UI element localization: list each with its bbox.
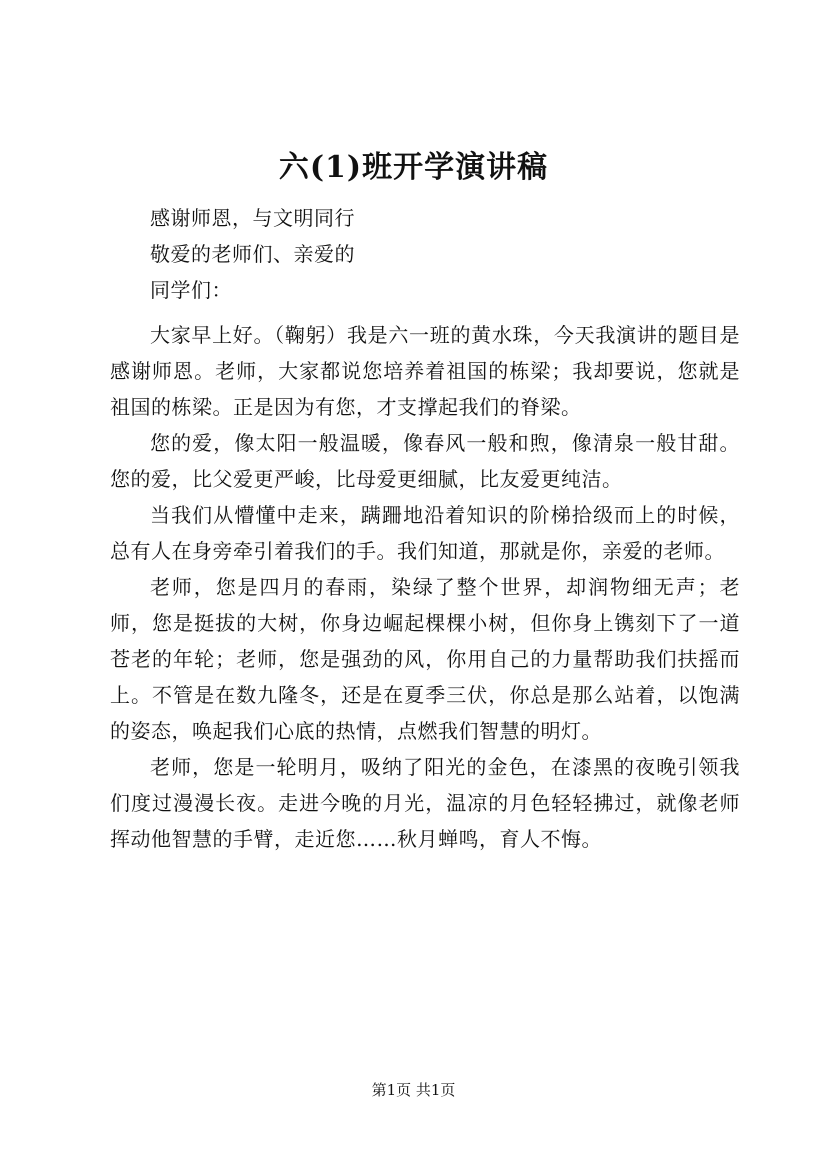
paragraph-greeting-line-1: 敬爱的老师们、亲爱的 <box>150 242 355 266</box>
paragraph-introduction: 大家早上好。（鞠躬）我是六一班的黄水珠，今天我演讲的题目是感谢师恩。老师，大家都说您培养着祖国的栋梁；我却要说，您就是祖国的栋梁。正是因为有您，才支撑起我们的脊梁。 <box>110 323 740 419</box>
page-number-footer: 第1页 共1页 <box>371 1081 456 1099</box>
paragraph-metaphors: 老师，您是四月的春雨，染绿了整个世界，却润物细无声；老师，您是挺拔的大树，你身边崛起棵棵小树，但你身上镌刻下了一道苍老的年轮；老师，您是强劲的风，你用自己的力量帮助我们扶摇而上。不管是在数九隆冬，还是在夏季三伏，你总是那么站着，以饱满的姿态，唤起我们心底的热情，点燃我们智慧的明灯。 <box>110 575 740 743</box>
paragraph-growth: 当我们从懵懂中走来，蹒跚地沿着知识的阶梯拾级而上的时候，总有人在身旁牵引着我们的手。我们知道，那就是你，亲爱的老师。 <box>110 503 740 563</box>
paragraph-subtitle: 感谢师恩，与文明同行 <box>150 206 355 230</box>
paragraph-moon: 老师，您是一轮明月，吸纳了阳光的金色，在漆黑的夜晚引领我们度过漫漫长夜。走进今晚的月光，温凉的月色轻轻拂过，就像老师挥动他智慧的手臂，走近您……秋月蝉鸣，育人不悔。 <box>110 755 740 851</box>
paragraph-greeting-line-2: 同学们： <box>150 278 232 302</box>
document-body <box>110 200 740 857</box>
paragraph-love: 您的爱，像太阳一般温暖，像春风一般和煦，像清泉一般甘甜。您的爱，比父爱更严峻，比母爱更细腻，比友爱更纯洁。 <box>110 431 740 491</box>
document-title: 六(1)班开学演讲稿 <box>278 150 549 185</box>
